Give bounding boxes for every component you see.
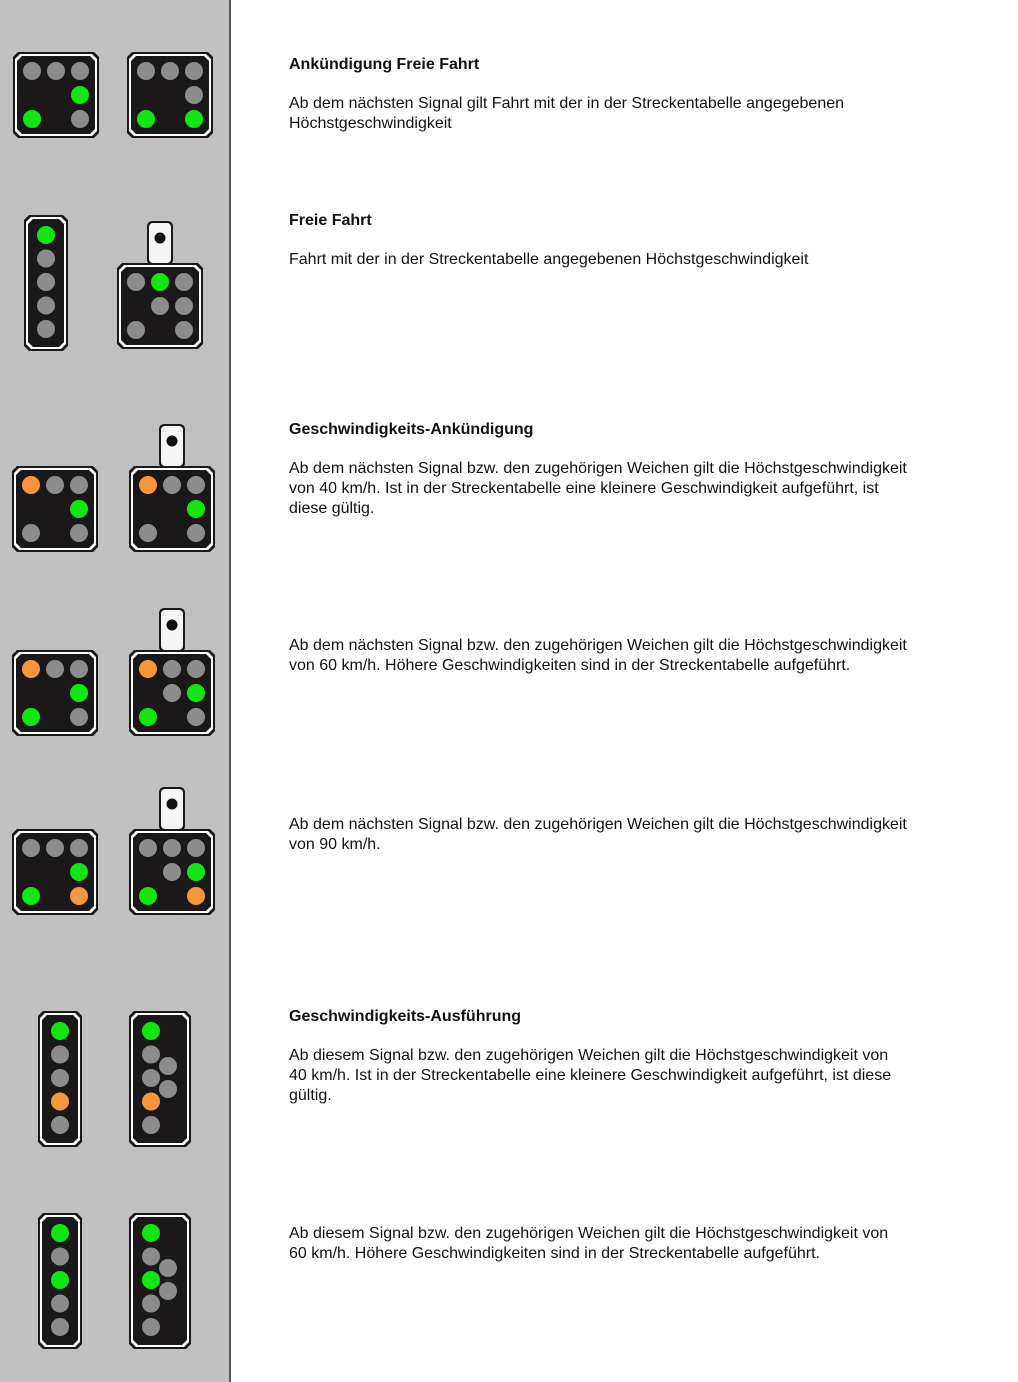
- lamp-off-icon: [71, 62, 89, 80]
- lamp-green-icon: [70, 863, 88, 881]
- lamp-off-icon: [142, 1318, 160, 1336]
- entry-ankuendigung-freie-fahrt: [289, 55, 969, 134]
- signal-ankuendigung-freie-fahrt-alt: [127, 52, 213, 138]
- lamp-off-icon: [46, 476, 64, 494]
- lamp-off-icon: [70, 708, 88, 726]
- lamp-off-icon: [187, 660, 205, 678]
- lamp-green-icon: [71, 86, 89, 104]
- entry-description: Ab diesem Signal bzw. den zugehörigen Weichen gilt die Höchstgeschwindigkeit von 60 km/h. Höhere Geschwindigkeiten sind in der Streckentabelle aufgeführt.: [289, 1225, 889, 1262]
- lamp-off-icon: [51, 1046, 69, 1064]
- lamp-off-icon: [142, 1116, 160, 1134]
- lamp-orange-icon: [139, 660, 157, 678]
- signal-ausfuehrung-40-column: [38, 1011, 82, 1147]
- lamp-off-icon: [175, 321, 193, 339]
- lamp-orange-icon: [139, 476, 157, 494]
- lamp-off-icon: [51, 1318, 69, 1336]
- lamp-off-icon: [22, 524, 40, 542]
- lamp-off-icon: [37, 297, 55, 315]
- entry-title: Geschwindigkeits-Ankündigung: [289, 421, 534, 438]
- entry-geschwindigkeits-ankuendigung: [289, 420, 969, 519]
- lamp-green-icon: [137, 110, 155, 128]
- lamp-off-icon: [185, 86, 203, 104]
- lamp-off-icon: [46, 839, 64, 857]
- lamp-off-icon: [142, 1248, 160, 1266]
- lamp-orange-icon: [187, 887, 205, 905]
- lamp-orange-icon: [22, 660, 40, 678]
- lamp-off-icon: [163, 660, 181, 678]
- entry-description: Fahrt mit der in der Streckentabelle angegebenen Höchstgeschwindigkeit: [289, 251, 809, 268]
- lamp-green-icon: [70, 500, 88, 518]
- lamp-green-icon: [51, 1022, 69, 1040]
- lamp-off-icon: [37, 273, 55, 291]
- lamp-green-icon: [187, 684, 205, 702]
- lamp-green-icon: [70, 684, 88, 702]
- lamp-orange-icon: [70, 887, 88, 905]
- lamp-off-icon: [127, 273, 145, 291]
- lamp-off-icon: [175, 297, 193, 315]
- lamp-off-icon: [137, 62, 155, 80]
- auxiliary-lamp-icon: [167, 799, 178, 810]
- lamp-green-icon: [51, 1271, 69, 1289]
- lamp-off-icon: [70, 476, 88, 494]
- lamp-green-icon: [187, 500, 205, 518]
- entry-description: Ab diesem Signal bzw. den zugehörigen Weichen gilt die Höchstgeschwindigkeit von 40 km/h. Ist in der Streckentabelle eine kleinere Geschwindigkeit aufgeführt, ist diese gültig.: [289, 1047, 892, 1104]
- lamp-off-icon: [187, 839, 205, 857]
- signal-ankuendigung-60-aux: [129, 604, 215, 736]
- signal-freie-fahrt-square: [117, 217, 203, 349]
- entry-title: Freie Fahrt: [289, 212, 372, 229]
- signal-ankuendigung-40-aux: [129, 420, 215, 552]
- lamp-off-icon: [159, 1282, 177, 1300]
- lamp-green-icon: [139, 708, 157, 726]
- lamp-off-icon: [46, 660, 64, 678]
- lamp-off-icon: [71, 110, 89, 128]
- lamp-green-icon: [22, 887, 40, 905]
- lamp-green-icon: [37, 226, 55, 244]
- lamp-off-icon: [187, 524, 205, 542]
- housing-body: [133, 1015, 187, 1143]
- lamp-off-icon: [185, 62, 203, 80]
- lamp-off-icon: [187, 708, 205, 726]
- signal-ankuendigung-90: [12, 829, 98, 915]
- signal-freie-fahrt-column: [24, 215, 68, 351]
- entry-description: Ab dem nächsten Signal bzw. den zugehörigen Weichen gilt die Höchstgeschwindigkeit von 60 km/h. Höhere Geschwindigkeiten sind in der Streckentabelle aufgeführt.: [289, 637, 907, 674]
- lamp-off-icon: [51, 1116, 69, 1134]
- housing-body: [133, 1217, 187, 1345]
- lamp-off-icon: [142, 1046, 160, 1064]
- lamp-off-icon: [159, 1057, 177, 1075]
- lamp-off-icon: [163, 839, 181, 857]
- lamp-orange-icon: [51, 1093, 69, 1111]
- lamp-orange-icon: [142, 1093, 160, 1111]
- signal-ausfuehrung-60-column: [38, 1213, 82, 1349]
- lamp-off-icon: [163, 476, 181, 494]
- entry-ankuendigung-90: [289, 815, 969, 855]
- entry-ausfuehrung-60: [289, 1224, 969, 1264]
- lamp-green-icon: [185, 110, 203, 128]
- signal-ausfuehrung-60-offset: [129, 1213, 191, 1349]
- entry-geschwindigkeits-ausfuehrung: [289, 1007, 969, 1106]
- lamp-off-icon: [127, 321, 145, 339]
- lamp-off-icon: [159, 1259, 177, 1277]
- lamp-off-icon: [163, 863, 181, 881]
- lamp-green-icon: [142, 1271, 160, 1289]
- lamp-green-icon: [51, 1224, 69, 1242]
- signal-ausfuehrung-40-offset: [129, 1011, 191, 1147]
- lamp-off-icon: [70, 660, 88, 678]
- signal-ankuendigung-60: [12, 650, 98, 736]
- signal-ankuendigung-freie-fahrt-ks: [13, 52, 99, 138]
- lamp-off-icon: [70, 524, 88, 542]
- lamp-off-icon: [51, 1295, 69, 1313]
- lamp-off-icon: [151, 297, 169, 315]
- lamp-green-icon: [142, 1022, 160, 1040]
- auxiliary-lamp-icon: [167, 436, 178, 447]
- lamp-off-icon: [23, 62, 41, 80]
- lamp-off-icon: [37, 250, 55, 268]
- lamp-off-icon: [163, 684, 181, 702]
- entry-description: Ab dem nächsten Signal bzw. den zugehörigen Weichen gilt die Höchstgeschwindigkeit von 40 km/h. Ist in der Streckentabelle eine kleinere Geschwindigkeit aufgeführt, ist diese gültig.: [289, 460, 907, 517]
- auxiliary-lamp-icon: [155, 233, 166, 244]
- lamp-off-icon: [70, 839, 88, 857]
- lamp-off-icon: [159, 1080, 177, 1098]
- lamp-green-icon: [23, 110, 41, 128]
- lamp-off-icon: [175, 273, 193, 291]
- entry-description: Ab dem nächsten Signal bzw. den zugehörigen Weichen gilt die Höchstgeschwindigkeit von 90 km/h.: [289, 816, 907, 853]
- lamp-off-icon: [37, 320, 55, 338]
- entry-title: Ankündigung Freie Fahrt: [289, 56, 480, 73]
- lamp-green-icon: [151, 273, 169, 291]
- lamp-off-icon: [139, 839, 157, 857]
- lamp-off-icon: [187, 476, 205, 494]
- auxiliary-lamp-icon: [167, 620, 178, 631]
- signal-ankuendigung-40: [12, 466, 98, 552]
- lamp-off-icon: [51, 1069, 69, 1087]
- entry-ankuendigung-60: [289, 636, 969, 676]
- lamp-orange-icon: [22, 476, 40, 494]
- entry-title: Geschwindigkeits-Ausführung: [289, 1008, 522, 1025]
- lamp-off-icon: [139, 524, 157, 542]
- lamp-off-icon: [161, 62, 179, 80]
- signal-ankuendigung-90-aux: [129, 783, 215, 915]
- entry-description: Ab dem nächsten Signal gilt Fahrt mit der in der Streckentabelle angegebenen Höchstgeschwindigkeit: [289, 95, 845, 132]
- lamp-off-icon: [51, 1248, 69, 1266]
- lamp-off-icon: [22, 839, 40, 857]
- lamp-green-icon: [139, 887, 157, 905]
- lamp-off-icon: [142, 1069, 160, 1087]
- lamp-green-icon: [187, 863, 205, 881]
- lamp-off-icon: [47, 62, 65, 80]
- lamp-off-icon: [142, 1295, 160, 1313]
- lamp-green-icon: [142, 1224, 160, 1242]
- signal-sidebar: [0, 0, 231, 1382]
- entry-freie-fahrt: [289, 211, 969, 270]
- lamp-green-icon: [22, 708, 40, 726]
